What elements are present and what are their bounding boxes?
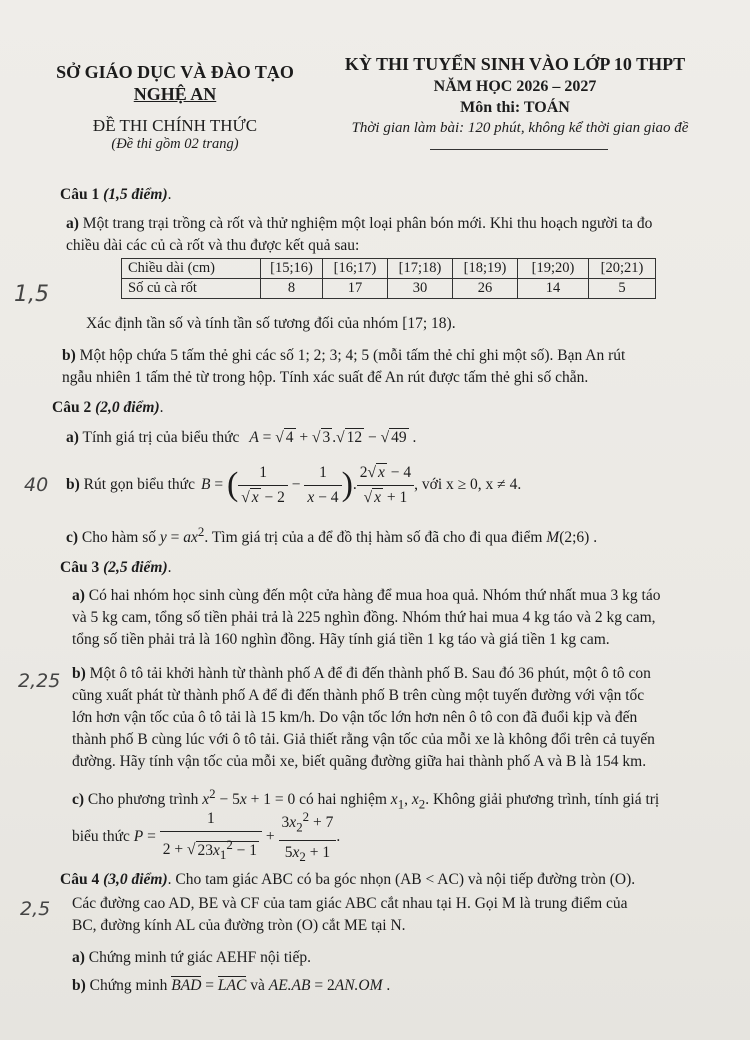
table-header-count: Số củ cà rốt — [122, 279, 261, 299]
pages-note: (Đề thi gồm 02 trang) — [111, 136, 239, 152]
q4-intro1: Câu 4 (3,0 điểm). Cho tam giác ABC có ba góc nhọn (AB < AC) và nội tiếp đường tròn (O). — [60, 871, 636, 888]
time-note: Thời gian làm bài: 120 phút, không kể thời gian giao đề — [351, 120, 689, 136]
handwritten-score: 2,25 — [18, 670, 61, 692]
q3b-line2: cũng xuất phát từ thành phố A để đi đến thành phố B trên cùng một tuyến đường với vận tốc — [72, 687, 645, 704]
q4-intro2: Các đường cao AD, BE và CF của tam giác ABC cắt nhau tại H. Gọi M là trung điểm của — [72, 895, 628, 912]
table-cell: [15;16) — [261, 259, 323, 279]
q1a-line2: chiều dài các củ cà rốt và thu được kết quả sau: — [66, 237, 360, 254]
table-cell: [16;17) — [323, 259, 388, 279]
q4-intro3: BC, đường kính AL của đường tròn (O) cắt ME tại N. — [72, 917, 406, 934]
handwritten-score: 1,5 — [14, 282, 49, 307]
q1-heading: Câu 1 (1,5 điểm). — [60, 186, 172, 203]
q3b-line4: thành phố B cùng lúc với ô tô tải. Giả thiết rằng vận tốc của mỗi xe là không đổi trên cả tuyến — [72, 731, 655, 748]
table-header-length: Chiều dài (cm) — [122, 259, 261, 279]
table-cell: 26 — [453, 279, 518, 299]
q2b: b) Rút gọn biểu thức B = ( $\frac{1}{√ x - 2}$ − $\frac{1}{x - 4}$ ) . $\frac{2√ x - 4}{√ x + 1}$ , với x ≥ 0, x ≠ 4. — [66, 462, 521, 508]
table-cell: 17 — [323, 279, 388, 299]
q3a-line2: và 5 kg cam, tổng số tiền phải trả là 225 nghìn đồng. Nhóm thứ hai mua 4 kg táo và 2 kg cam, — [72, 609, 656, 626]
table-row — [122, 259, 656, 279]
q3a-line1: a) Có hai nhóm học sinh cùng đến một cửa hàng để mua hoa quả. Nhóm thứ nhất mua 3 kg táo — [72, 587, 661, 604]
q1b-line2: ngẫu nhiên 1 tấm thẻ từ trong hộp. Tính xác suất để An rút được tấm thẻ ghi số chẵn. — [62, 369, 589, 386]
school-year: NĂM HỌC 2026 – 2027 — [433, 78, 597, 95]
q3c-line2: biểu thức P = $\frac{1}{2 + √ 23x_1^2 - 1}$ + $\frac{3x_2^2 + 7}{5x_2 + 1}$ . — [72, 812, 340, 862]
province-name: NGHỆ AN — [133, 84, 217, 104]
q2-heading: Câu 2 (2,0 điểm). — [52, 399, 164, 416]
q2a: a) Tính giá trị của biểu thức A = √ 4 + √ 3 .√ 12 − √ 49 . — [66, 429, 417, 446]
table-cell: 30 — [388, 279, 453, 299]
q1a-line1: a) Một trang trại trồng cà rốt và thử nghiệm một loại phân bón mới. Khi thu hoạch người ta đo — [66, 215, 653, 232]
table-cell: [20;21) — [589, 259, 656, 279]
q1b-line1: b) Một hộp chứa 5 tấm thẻ ghi các số 1; 2; 3; 4; 5 (mỗi tấm thẻ chỉ ghi một số). Bạn An rút — [62, 347, 626, 364]
table-row — [122, 279, 656, 299]
handwritten-score: 40 — [24, 474, 49, 496]
table-cell: [17;18) — [388, 259, 453, 279]
q3b-line1: b) Một ô tô tải khởi hành từ thành phố A để đi đến thành phố B. Sau đó 36 phút, một ô tô con — [72, 665, 651, 682]
table-cell: 5 — [589, 279, 656, 299]
frequency-table — [121, 258, 656, 299]
q3a-line3: tổng số tiền phải trả là 160 nghìn đồng. Hãy tính giá tiền 1 kg táo và giá tiền 1 kg cam. — [72, 631, 610, 648]
header-divider — [430, 149, 608, 150]
subject: Môn thi: TOÁN — [460, 99, 570, 116]
q2c: c) Cho hàm số $y = ax^2$. Tìm giá trị của a để đồ thị hàm số đã cho đi qua điểm M(2;6) . — [66, 524, 598, 547]
q1a-task: Xác định tần số và tính tần số tương đối của nhóm [17; 18). — [86, 315, 456, 332]
q3b-line3: lớn hơn vận tốc của ô tô tải là 15 km/h. Do vận tốc lớn hơn nên ô tô con đã đuổi kịp và đến — [72, 709, 638, 726]
exam-title: KỲ THI TUYỂN SINH VÀO LỚP 10 THPT — [344, 54, 686, 74]
q3c-line1: c) Cho phương trình $x^2 - 5x + 1 = 0$ có hai nghiệm $x_1$, $x_2$. Không giải phương trình, tính giá trị — [72, 786, 660, 812]
table-cell: 14 — [518, 279, 589, 299]
table-cell: [18;19) — [453, 259, 518, 279]
department-name: SỞ GIÁO DỤC VÀ ĐÀO TẠO — [56, 62, 294, 82]
table-cell: [19;20) — [518, 259, 589, 279]
q4b: b) Chứng minh BAD = LAC và AE.AB = 2AN.OM . — [72, 977, 391, 994]
handwritten-score: 2,5 — [20, 898, 51, 920]
q3-heading: Câu 3 (2,5 điểm). — [60, 559, 172, 576]
table-cell: 8 — [261, 279, 323, 299]
official-label: ĐỀ THI CHÍNH THỨC — [92, 116, 258, 135]
q4a: a) Chứng minh tứ giác AEHF nội tiếp. — [72, 949, 311, 966]
q3b-line5: đường. Hãy tính vận tốc của mỗi xe, biết quãng đường giữa hai thành phố A và B là 154 km. — [72, 753, 647, 770]
